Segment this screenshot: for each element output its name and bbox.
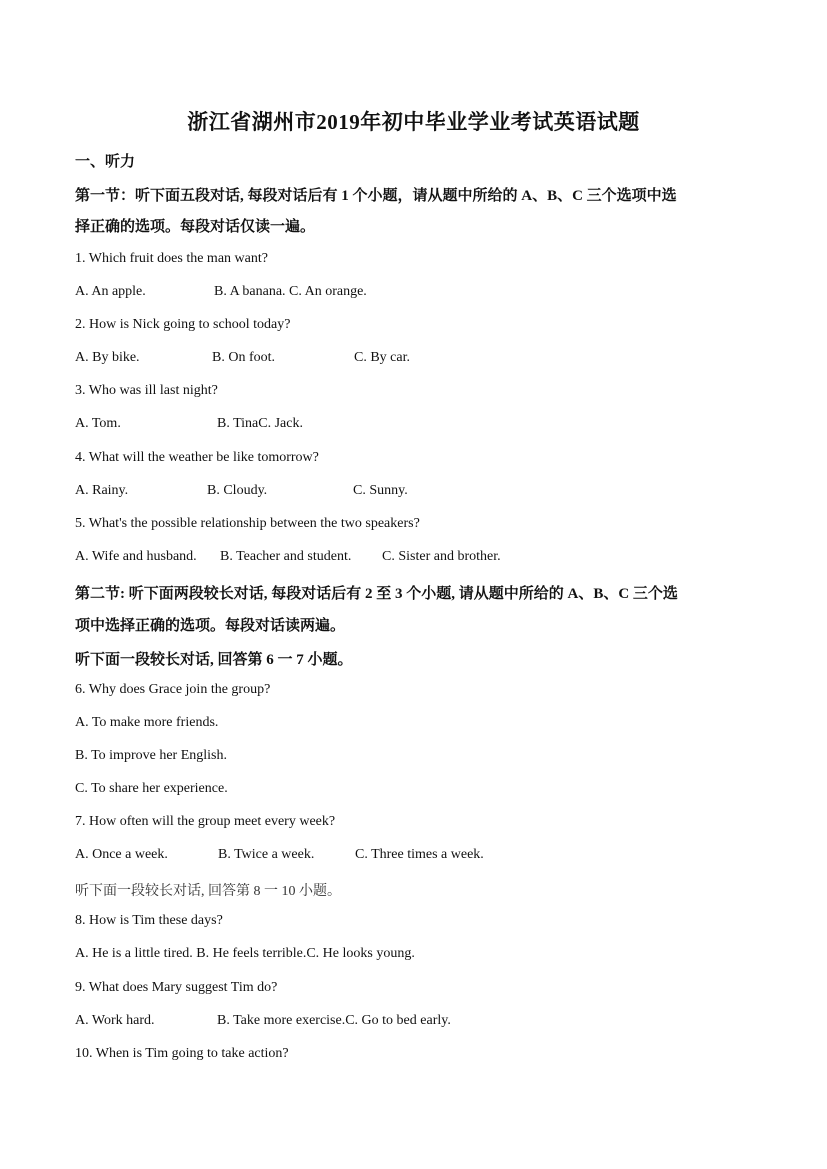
section2-instruction-line2: 项中选择正确的选项。每段对话读两遍。 [75, 618, 346, 634]
question-10: 10. When is Tim going to take action? [75, 1046, 289, 1061]
question-5-option-a: A. Wife and husband. [75, 549, 197, 564]
section1-instruction-line2: 择正确的选项。每段对话仅读一遍。 [75, 219, 316, 235]
question-9: 9. What does Mary suggest Tim do? [75, 980, 278, 995]
question-9-option-b: B. Take more exercise.C. Go to bed early. [217, 1013, 451, 1028]
section2-subheading-2: 听下面一段较长对话, 回答第 8 一 10 小题。 [75, 884, 341, 899]
question-3: 3. Who was ill last night? [75, 383, 218, 398]
question-5-option-c: C. Sister and brother. [382, 549, 501, 564]
question-6-option-c: C. To share her experience. [75, 781, 228, 796]
question-2-option-b: B. On foot. [212, 350, 275, 365]
question-1-option-b: B. A banana. C. An orange. [214, 284, 367, 299]
question-4-option-c: C. Sunny. [353, 483, 408, 498]
section2-instruction-line1: 第二节: 听下面两段较长对话, 每段对话后有 2 至 3 个小题, 请从题中所给的 A、B、C 三个选 [75, 586, 678, 602]
question-5-option-b: B. Teacher and student. [220, 549, 352, 564]
question-6-option-a: A. To make more friends. [75, 715, 219, 730]
question-4-option-a: A. Rainy. [75, 483, 129, 498]
question-3-option-a: A. Tom. [75, 416, 121, 431]
part-heading: 一、听力 [75, 154, 136, 170]
question-7: 7. How often will the group meet every week? [75, 814, 336, 829]
question-7-option-c: C. Three times a week. [355, 847, 484, 862]
question-2: 2. How is Nick going to school today? [75, 317, 291, 332]
question-8: 8. How is Tim these days? [75, 913, 223, 928]
section2-subheading-1: 听下面一段较长对话, 回答第 6 一 7 小题。 [75, 652, 353, 668]
question-7-option-a: A. Once a week. [75, 847, 168, 862]
question-1-option-a: A. An apple. [75, 284, 146, 299]
question-1: 1. Which fruit does the man want? [75, 251, 268, 266]
question-4: 4. What will the weather be like tomorrow? [75, 450, 319, 465]
question-8-options: A. He is a little tired. B. He feels terrible.C. He looks young. [75, 946, 415, 961]
question-3-option-b: B. TinaC. Jack. [217, 416, 303, 431]
question-2-option-a: A. By bike. [75, 350, 140, 365]
question-6-option-b: B. To improve her English. [75, 748, 227, 763]
question-4-option-b: B. Cloudy. [207, 483, 268, 498]
question-2-option-c: C. By car. [354, 350, 410, 365]
question-6: 6. Why does Grace join the group? [75, 682, 271, 697]
document-title: 浙江省湖州市2019年初中毕业学业考试英语试题 [187, 110, 640, 134]
question-9-option-a: A. Work hard. [75, 1013, 155, 1028]
question-7-option-b: B. Twice a week. [218, 847, 315, 862]
section1-instruction-line1: 第一节：听下面五段对话, 每段对话后有 1 个小题，请从题中所给的 A、B、C 三个选项中选 [75, 188, 677, 204]
question-5: 5. What's the possible relationship between the two speakers? [75, 516, 420, 531]
